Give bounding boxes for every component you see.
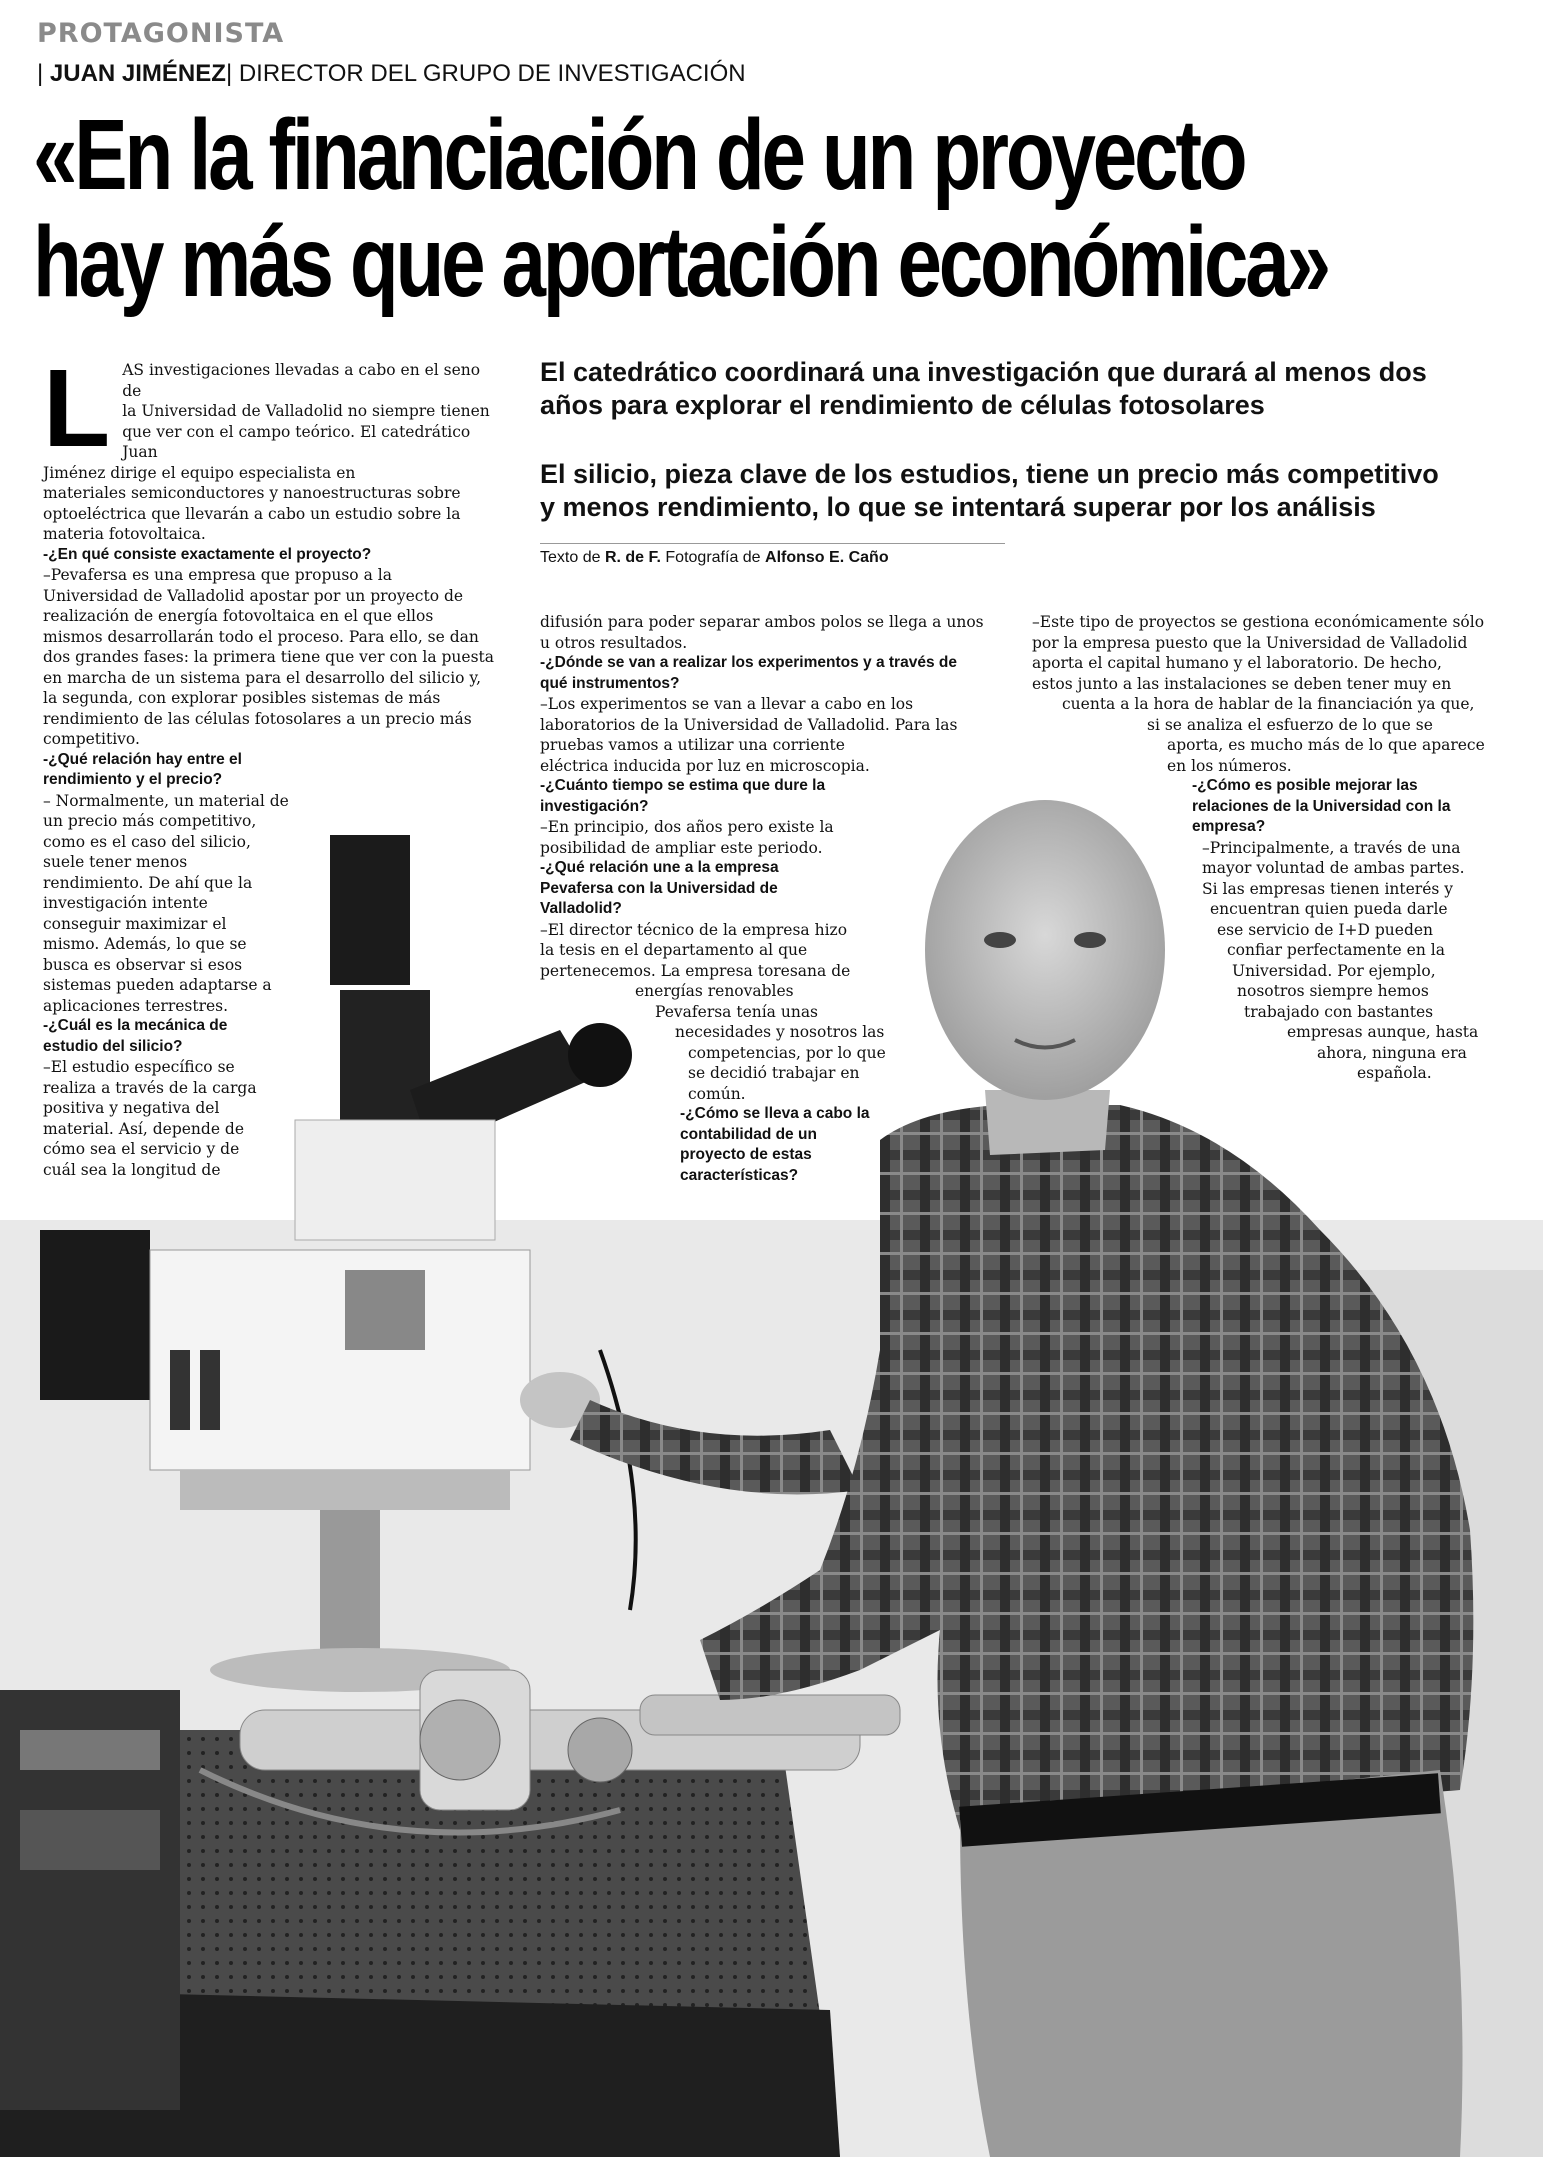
answer-line: mismos desarrollarán todo el proceso. Para ello, se dan	[43, 627, 479, 646]
answer-line: confiar perfectamente en la	[1227, 941, 1445, 959]
answer-line: competencias, por lo que	[688, 1043, 886, 1062]
answer-line: empresas aunque, hasta	[1287, 1023, 1479, 1041]
answer-line: realiza a través de la carga	[43, 1078, 257, 1097]
answer-line: –El director técnico de la empresa hizo	[540, 920, 848, 939]
subhead-2	[540, 458, 1439, 524]
question: empresa?	[1192, 818, 1266, 835]
byline: | JUAN JIMÉNEZ| DIRECTOR DEL GRUPO DE INVESTIGACIÓN	[37, 60, 746, 87]
section-tag: PROTAGONISTA	[37, 18, 285, 49]
answer-line: energías renovables	[635, 982, 794, 1000]
answer-line: laboratorios de la Universidad de Valladolid. Para las	[540, 715, 958, 734]
answer-line: –El estudio específico se	[43, 1058, 235, 1076]
answer-line: ahora, ninguna era	[1317, 1043, 1467, 1062]
intro-line: AS investigaciones llevadas a cabo en el seno de	[122, 361, 481, 400]
answer-line: encuentran quien pueda darle	[1210, 900, 1448, 918]
answer-line: posibilidad de ampliar este periodo.	[540, 838, 823, 857]
answer-line: trabajado con bastantes	[1244, 1002, 1434, 1021]
answer-line: mismo. Además, lo que se	[43, 935, 247, 953]
byline-name: JUAN JIMÉNEZ	[49, 60, 226, 87]
question: Pevafersa con la Universidad de	[540, 879, 778, 897]
answer-line: u otros resultados.	[540, 633, 688, 652]
question: Valladolid?	[540, 900, 622, 917]
answer-line: estos junto a las instalaciones se deben tener muy en	[1032, 674, 1452, 693]
byline-role: DIRECTOR DEL GRUPO DE INVESTIGACIÓN	[238, 60, 746, 87]
column-3	[1032, 612, 1532, 1084]
credit-photographer: Alfonso E. Caño	[765, 549, 889, 566]
answer-line: aporta el capital humano y el laboratorio. De hecho,	[1032, 654, 1442, 672]
question: relaciones de la Universidad con la	[1192, 797, 1451, 815]
intro-line: materia fotovoltaica.	[43, 525, 206, 543]
question: rendimiento y el precio?	[43, 771, 223, 788]
answer-line: si se analiza el esfuerzo de lo que se	[1147, 715, 1433, 734]
credit-author: R. de F.	[604, 549, 661, 566]
answer-line: competitivo.	[43, 730, 140, 748]
answer-line: aplicaciones terrestres.	[43, 996, 229, 1015]
answer-line: en los números.	[1167, 756, 1292, 775]
intro-line: que ver con el campo teórico. El catedrático Juan	[122, 422, 471, 461]
answer-line: suele tener menos	[43, 853, 188, 871]
answer-line: aporta, es mucho más de lo que aparece	[1167, 736, 1485, 754]
answer-line: pertenecemos. La empresa toresana de	[540, 961, 851, 980]
answer-line: pruebas vamos a utilizar una corriente	[540, 736, 845, 754]
question: -¿Cuál es la mecánica de	[43, 1017, 228, 1034]
answer-line: ese servicio de I+D pueden	[1217, 920, 1434, 939]
answer-line: –En principio, dos años pero existe la	[540, 818, 834, 836]
answer-line: la segunda, con explorar posibles sistemas de más	[43, 689, 441, 707]
intro-line: optoeléctrica que llevarán a cabo un estudio sobre la	[43, 504, 461, 523]
answer-line: cómo sea el servicio y de	[43, 1140, 240, 1158]
question: investigación?	[540, 797, 649, 815]
answer-line: se decidió trabajar en	[688, 1064, 860, 1082]
answer-line: por la empresa puesto que la Universidad de Valladolid	[1032, 633, 1468, 652]
answer-line: Si las empresas tienen interés y	[1202, 879, 1454, 898]
answer-line: conseguir maximizar el	[43, 914, 227, 933]
credit-photo-prefix: Fotografía de	[665, 549, 761, 566]
subhead-2-line-2: y menos rendimiento, lo que se intentará superar por los análisis	[540, 492, 1376, 522]
headline	[33, 99, 1328, 318]
intro-line: materiales semiconductores y nanoestructuras sobre	[43, 484, 461, 502]
answer-line: dos grandes fases: la primera tiene que ver con la puesta	[43, 648, 494, 666]
answer-line: –Principalmente, a través de una	[1202, 838, 1461, 857]
answer-line: Universidad de Valladolid apostar por un proyecto de	[43, 586, 464, 605]
answer-line: investigación intente	[43, 894, 208, 912]
question: -¿Qué relación hay entre el	[43, 750, 242, 768]
answer-line: mayor voluntad de ambas partes.	[1202, 859, 1465, 877]
answer-line: busca es observar si esos	[43, 955, 243, 974]
answer-line: rendimiento de las células fotosolares a un precio más	[43, 709, 472, 728]
answer-line: española.	[1357, 1064, 1432, 1082]
credit	[540, 549, 889, 567]
column-2	[540, 612, 1020, 1186]
question: -¿Cómo se lleva a cabo la	[680, 1105, 870, 1122]
headline-line-1: «En la financiación de un proyecto	[33, 99, 1245, 211]
subhead-1-line-2: años para explorar el rendimiento de células fotosolares	[540, 390, 1265, 420]
answer-line: difusión para poder separar ambos polos se llega a unos	[540, 613, 984, 631]
question: -¿Cuánto tiempo se estima que dure la	[540, 777, 826, 794]
answer-line: común.	[688, 1084, 746, 1103]
question: características?	[680, 1166, 799, 1184]
answer-line: sistemas pueden adaptarse a	[43, 976, 272, 994]
credit-rule	[540, 543, 1005, 544]
answer-line: nosotros siempre hemos	[1237, 982, 1429, 1000]
answer-line: eléctrica inducida por luz en microscopia.	[540, 756, 870, 775]
credit-text-prefix: Texto de	[540, 549, 601, 566]
answer-line: necesidades y nosotros las	[675, 1023, 885, 1041]
answer-line: en marcha de un sistema para el desarrollo del silicio y,	[43, 668, 482, 687]
answer-line: Universidad. Por ejemplo,	[1232, 961, 1436, 980]
column-1	[43, 347, 503, 1180]
question: estudio del silicio?	[43, 1037, 183, 1055]
dropcap: L	[43, 347, 111, 470]
question: -¿Dónde se van a realizar los experimentos y a través de	[540, 654, 957, 671]
headline-line-2: hay más que aportación económica»	[33, 206, 1328, 318]
answer-line: –Este tipo de proyectos se gestiona económicamente sólo	[1032, 613, 1485, 631]
intro-line: Jiménez dirige el equipo especialista en	[43, 463, 356, 482]
answer-line: cuál sea la longitud de	[43, 1160, 221, 1179]
answer-line: un precio más competitivo,	[43, 812, 257, 830]
question: -¿En qué consiste exactamente el proyecto?	[43, 545, 372, 563]
answer-line: realización de energía fotovoltaica en el que ellos	[43, 607, 434, 625]
question: proyecto de estas	[680, 1146, 812, 1163]
answer-line: –Los experimentos se van a llevar a cabo en los	[540, 695, 914, 713]
answer-line: cuenta a la hora de hablar de la financiación ya que,	[1062, 695, 1475, 713]
question: qué instrumentos?	[540, 674, 680, 692]
answer-line: como es el caso del silicio,	[43, 832, 251, 851]
answer-line: Pevafersa tenía unas	[655, 1002, 819, 1021]
question: contabilidad de un	[680, 1125, 817, 1143]
answer-line: positiva y negativa del	[43, 1099, 220, 1117]
subhead-1-line-1: El catedrático coordinará una investigación que durará al menos dos	[540, 357, 1427, 387]
subhead-2-line-1: El silicio, pieza clave de los estudios, tiene un precio más competitivo	[540, 459, 1439, 489]
answer-line: rendimiento. De ahí que la	[43, 873, 253, 892]
answer-line: la tesis en el departamento al que	[540, 941, 808, 959]
answer-line: material. Así, depende de	[43, 1119, 245, 1138]
subhead-1	[540, 356, 1427, 422]
question: -¿Cómo es posible mejorar las	[1192, 777, 1418, 794]
question: -¿Qué relación une a la empresa	[540, 859, 779, 876]
intro-line: la Universidad de Valladolid no siempre tienen	[122, 402, 490, 420]
answer-line: – Normalmente, un material de	[43, 791, 289, 810]
answer-line: –Pevafersa es una empresa que propuso a la	[43, 566, 392, 584]
